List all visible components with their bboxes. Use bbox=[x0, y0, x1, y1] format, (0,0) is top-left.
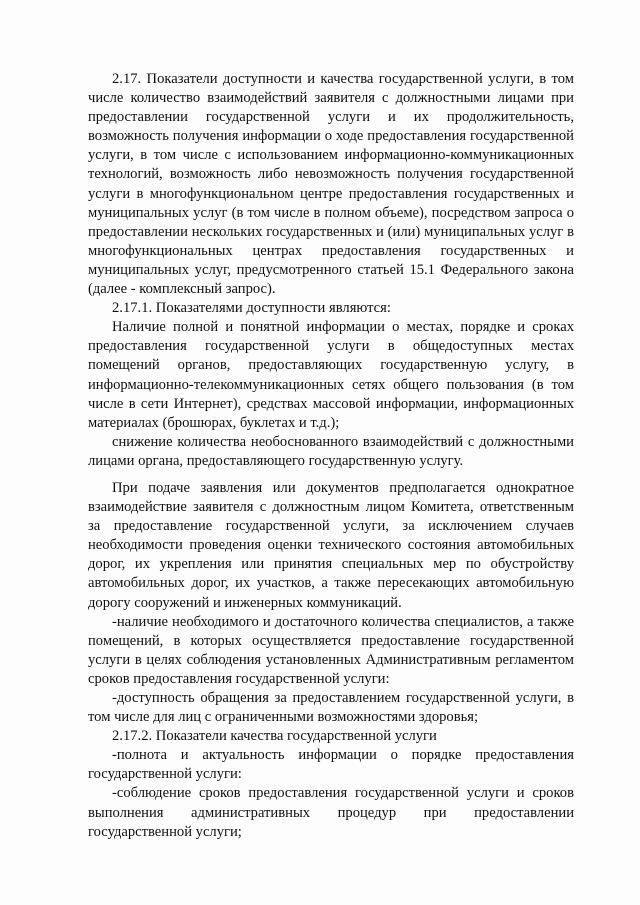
accessibility-paragraph: -доступность обращения за предоставлением государственной услуги, в том числе для лиц с ограниченными возможностями здоровья; bbox=[88, 690, 574, 726]
section-2-17-2-heading: 2.17.2. Показатели качества государственной услуги bbox=[112, 728, 437, 745]
section-2-17-1-heading: 2.17.1. Показателями доступности являются: bbox=[112, 300, 391, 317]
availability-info-paragraph: Наличие полной и понятной информации о местах, порядке и сроках предоставления государственной услуги в общедоступных местах помещений органов, предоставляющих государственную услугу, в информационно-телекоммуникационных сетях общего пользования (в том числе в сети Интернет), средствах массовой информации, информационных материалах (брошюрах, буклетах и т.д.); bbox=[88, 319, 574, 431]
info-completeness-paragraph: -полнота и актуальность информации о порядке предоставления государственной услуги: bbox=[88, 747, 574, 783]
specialists-availability-paragraph: -наличие необходимого и достаточного количества специалистов, а также помещений, в которых осуществляется предоставление государственной услуги в целях соблюдения установленных Административным регламентом сроков предоставления государственной услуги: bbox=[88, 613, 574, 687]
single-interaction-paragraph: При подаче заявления или документов предполагается однократное взаимодействие заявителя с должностным лицом Комитета, ответственным за предоставление государственной услуги, за исключением случаев необходимости проведения оценки технического состояния автомобильных дорог, их укрепления или принятия специальных мер по обустройству автомобильных дорог, их участков, а также пересекающих автомобильную дорогу сооружений и инженерных коммуникаций. bbox=[88, 479, 574, 611]
reduce-interactions-paragraph: снижение количества необоснованного взаимодействий с должностными лицами органа, предоставляющего государственную услугу. bbox=[88, 433, 574, 469]
deadlines-compliance-paragraph: -соблюдение сроков предоставления государственной услуги и сроков выполнения административных процедур при предоставлении государственной услуги; bbox=[88, 785, 574, 840]
section-2-17-paragraph: 2.17. Показатели доступности и качества государственной услуги, в том числе количество взаимодействий заявителя с должностными лицами при предоставлении государственной услуги и их продолжительность, возможность получения информации о ходе предоставления государственной услуги, в том числе с использованием информационно-коммуникационных технологий, возможность либо невозможность получения государственной услуги в многофункциональном центре предоставления государственных и муниципальных услуг (в том числе в полном объеме), посредством запроса о предоставлении нескольких государственных и (или) муниципальных услуг в многофункциональных центрах предоставления государственных и муниципальных услуг, предусмотренного статьей 15.1 Федерального закона (далее - комплексный запрос). bbox=[88, 71, 574, 298]
